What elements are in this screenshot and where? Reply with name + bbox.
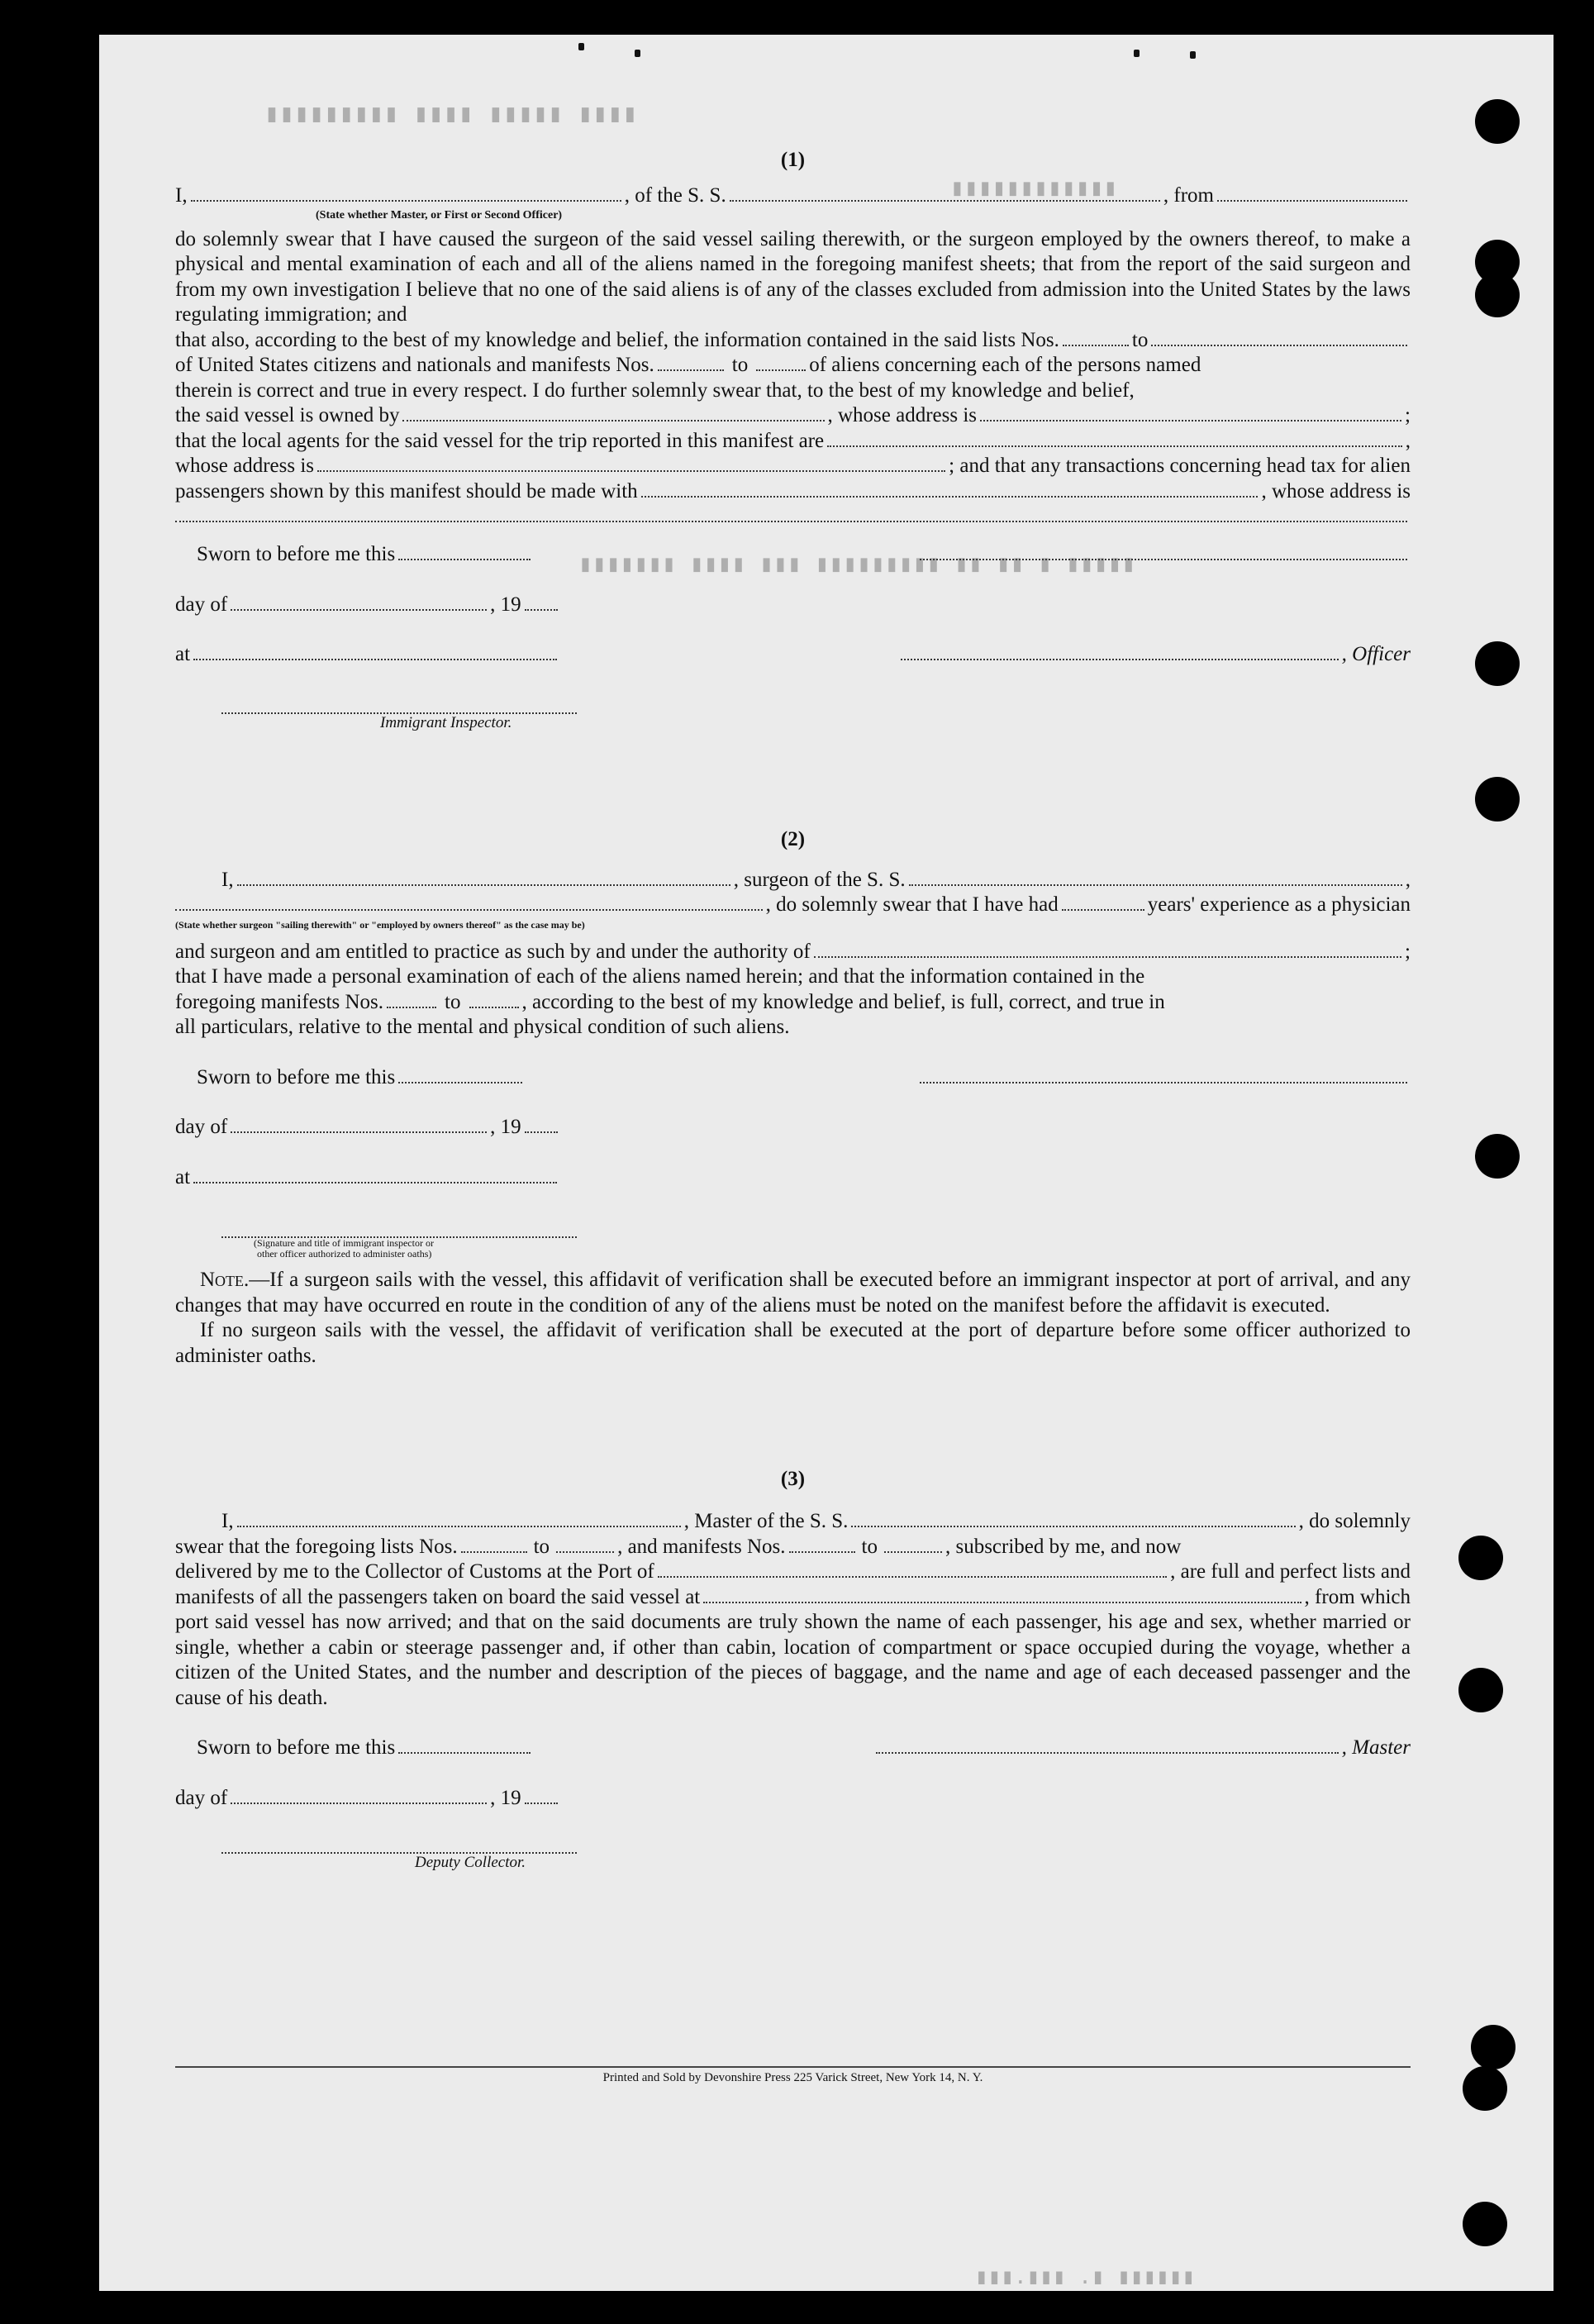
years-field[interactable] [1062, 893, 1144, 911]
sworn-label: Sworn to before me this [197, 543, 396, 565]
lists-to-field[interactable] [1151, 328, 1407, 346]
section-1-heading: (1) [780, 149, 806, 171]
foregoing-line [175, 990, 1411, 1016]
officer-note: (State whether Master, or First or Second Officer) [316, 208, 563, 221]
section-2-first-line [175, 868, 1411, 893]
speck-mark [1134, 50, 1140, 57]
sworn-date-field[interactable] [398, 1065, 522, 1083]
master-vessel-field[interactable] [851, 1509, 1295, 1527]
day-of-line-3 [175, 1786, 1411, 1812]
manifests-label: , and manifests Nos. [617, 1535, 786, 1558]
master-name-field[interactable] [237, 1509, 681, 1527]
head-tax-party-field[interactable] [641, 479, 1259, 498]
lists-line [175, 328, 1411, 354]
delivered-line [175, 1560, 1411, 1585]
address-label: , whose address is [1261, 479, 1411, 502]
bleed-through-marks: ▮▮▮▮▮▮ ▮. ▮▮▮.▮▮▮ [975, 2264, 1196, 2289]
signature-note-line-2: other officer authorized to administer oaths) [257, 1248, 432, 1260]
administering-officer-signature-field[interactable] [221, 1220, 577, 1238]
speck-mark [635, 50, 640, 57]
sworn-label: Sworn to before me this [197, 1736, 396, 1759]
section-1-first-line [175, 183, 1411, 209]
month-field[interactable] [231, 1786, 487, 1804]
punch-hole [1475, 777, 1520, 821]
at-label: at [175, 1165, 191, 1188]
punch-hole [1475, 1134, 1520, 1179]
to-label: to [731, 354, 749, 376]
at-label: at [175, 643, 191, 665]
correct-text: therein is correct and true in every respect. I do further solemnly swear that, to the best of my knowledge and belief, [175, 379, 1135, 402]
bleed-through-marks: ▮▮▮▮ ▮▮▮▮▮ ▮▮▮▮ ▮▮▮▮▮▮▮▮▮ [264, 99, 638, 128]
to-label: to [1131, 328, 1149, 351]
year-field[interactable] [525, 593, 558, 611]
inspector-line [175, 696, 1411, 714]
officer-name-field[interactable] [191, 183, 621, 202]
punch-hole [1463, 2066, 1507, 2111]
sworn-line-2 [175, 1065, 1411, 1091]
agent-address-line [175, 454, 1411, 479]
inspector-caption: Immigrant Inspector. [380, 713, 512, 731]
foregoing-from-field[interactable] [387, 990, 436, 1008]
head-tax-address-field[interactable] [175, 504, 1407, 522]
delivered-text: delivered by me to the Collector of Customs at the Port of [175, 1560, 654, 1583]
vessel-name-field[interactable] [730, 183, 1160, 202]
agent-address-field[interactable] [317, 454, 945, 472]
foregoing-to-field[interactable] [469, 990, 519, 1008]
to-label: to [445, 990, 461, 1013]
sworn-date-field[interactable] [398, 1736, 531, 1754]
from-label: , from [1163, 184, 1214, 207]
deputy-caption: Deputy Collector. [415, 1854, 526, 1871]
subscribed-text: , subscribed by me, and now [945, 1535, 1182, 1558]
surgeon-signature-line[interactable] [920, 1065, 1407, 1083]
owned-by-label: the said vessel is owned by [175, 404, 400, 426]
surgeon-of-label: , surgeon of the S. S. [733, 868, 906, 891]
signature-note-line-1: (Signature and title of immigrant inspector or [254, 1237, 434, 1249]
year-label: , 19 [490, 593, 521, 616]
signature-line-2 [175, 1220, 1411, 1238]
section-3-paragraph: port said vessel has now arrived; and that on the said documents are truly shown the name of each passenger, his age and sex, whether married or single, whether a cabin or steerage passenger and, if other than cabin, location of compartment or space occupied during the voyage, whether a citizen of the United States, and the number and description of the pieces of baggage, and the name and age of each deceased passenger and the cause of his death. [175, 1611, 1411, 1709]
surgeon-note: (State whether surgeon "sailing therewith" or "employed by owners thereof" as the case may be) [175, 918, 585, 931]
punch-hole [1471, 2025, 1515, 2069]
at-line-1 [175, 642, 1411, 668]
i-label: I, [175, 184, 188, 207]
local-agents-label: that the local agents for the said vessel for the trip reported in this manifest are [175, 429, 825, 452]
speck-mark [578, 43, 584, 50]
particulars-text: all particulars, relative to the mental and physical condition of such aliens. [175, 1016, 790, 1038]
owner-address-field[interactable] [980, 403, 1401, 421]
year-field[interactable] [525, 1786, 558, 1804]
punch-hole [1458, 1668, 1503, 1712]
local-agents-field[interactable] [827, 429, 1402, 447]
lists-to-field[interactable] [556, 1535, 614, 1553]
address-continuation-line [175, 504, 1411, 522]
officer-signature-line[interactable] [920, 542, 1407, 560]
day-of-label: day of [175, 1116, 228, 1138]
head-tax-text: ; and that any transactions concerning head tax for alien [949, 455, 1411, 477]
officer-label: , Officer [1341, 643, 1411, 665]
note-paragraph [175, 1268, 1411, 1318]
comma: , [1405, 868, 1411, 891]
inspector-signature-field[interactable] [221, 696, 577, 714]
day-of-label: day of [175, 593, 228, 616]
form-content [175, 149, 1411, 1872]
authority-line [175, 940, 1411, 965]
note-paragraph-2: If no surgeon sails with the vessel, the affidavit of verification shall be executed at the port of departure before some officer authorized to administer oaths. [175, 1319, 1411, 1367]
from-which-text: , from which [1304, 1585, 1411, 1608]
section-3-first-line [175, 1509, 1411, 1535]
day-of-label: day of [175, 1786, 228, 1809]
passengers-label: passengers shown by this manifest should be made with [175, 479, 638, 502]
year-label: , 19 [490, 1786, 521, 1809]
swear-text: , do solemnly swear that I have had [765, 893, 1059, 916]
lists-from-field[interactable] [461, 1535, 527, 1553]
month-field[interactable] [231, 593, 487, 611]
lists-text: that also, according to the best of my knowledge and belief, the information contained in the said lists Nos. [175, 328, 1059, 351]
sworn-line-3 [175, 1736, 1411, 1761]
punch-hole [1463, 2202, 1507, 2246]
to-label: to [861, 1535, 878, 1558]
from-port-field[interactable] [1217, 183, 1407, 202]
signature-note [254, 1238, 1411, 1260]
master-of-label: , Master of the S. S. [683, 1510, 849, 1532]
year-field[interactable] [525, 1115, 558, 1133]
i-label: I, [221, 868, 234, 891]
manifests-to-field[interactable] [756, 353, 806, 371]
deputy-signature-field[interactable] [221, 1836, 577, 1854]
day-of-line-1 [175, 593, 1411, 618]
note-text: —If a surgeon sails with the vessel, this affidavit of verification shall be executed before an immigrant inspector at port of arrival, and any changes that may have occurred en route in the condition of any of the aliens must be noted on the manifest before the affidavit is executed. [175, 1269, 1411, 1317]
examined-line [175, 964, 1411, 990]
footer-rule [175, 2066, 1411, 2068]
section-1-paragraph: do solemnly swear that I have caused the surgeon of the said vessel sailing therewith, or the surgeon employed by the owners thereof, to make a physical and mental examination of each and all of the aliens named in the foregoing manifest sheets; that from the report of the said surgeon and from my own investigation I believe that no one of the said aliens is of any of the classes excluded from admission into the United States by the laws regulating immigration; and [175, 227, 1411, 326]
section-3-heading: (3) [780, 1468, 806, 1490]
sworn-label: Sworn to before me this [197, 1065, 396, 1088]
authority-field[interactable] [814, 940, 1401, 958]
at-line-2 [175, 1165, 1411, 1191]
punch-hole [1458, 1536, 1503, 1580]
section-2-heading: (2) [780, 827, 806, 850]
of-the-ss-label: , of the S. S. [624, 184, 726, 207]
owner-field[interactable] [402, 403, 824, 421]
correct-line [175, 379, 1411, 404]
citizens-text: of United States citizens and nationals and manifests Nos. [175, 354, 654, 376]
port-field[interactable] [658, 1560, 1167, 1578]
month-field[interactable] [231, 1115, 487, 1133]
officer-title-field[interactable] [901, 642, 1339, 660]
swear-lists-line [175, 1535, 1411, 1560]
experience-text: years' experience as a physician [1147, 893, 1411, 916]
particulars-line [175, 1015, 1411, 1041]
place-field[interactable] [193, 642, 557, 660]
master-signature-line[interactable] [876, 1736, 1339, 1754]
owned-by-line: the said vessel is owned by , whose address is ; [175, 403, 1411, 429]
local-agents-line: that the local agents for the said vessel for the trip reported in this manifest are , [175, 429, 1411, 455]
bleed-through-marks: ▮▮▮▮▮▮▮▮▮▮▮▮ [950, 174, 1118, 201]
surgeon-type-field[interactable] [175, 893, 763, 911]
examined-text: that I have made a personal examination of each of the aliens named herein; and that the information contained in the [175, 965, 1145, 988]
do-solemnly-text: , do solemnly [1298, 1510, 1411, 1532]
punch-hole [1475, 273, 1520, 317]
day-of-line-2 [175, 1115, 1411, 1141]
authority-label: and surgeon and am entitled to practice as such by and under the authority of [175, 940, 811, 963]
aliens-text: of aliens concerning each of the persons named [809, 354, 1201, 376]
swear-lists-text: swear that the foregoing lists Nos. [175, 1535, 458, 1558]
surgeon-name-field[interactable] [237, 868, 730, 886]
address-label: , whose address is [827, 404, 978, 426]
foregoing-rest: , according to the best of my knowledge and belief, is full, correct, and true in [521, 990, 1165, 1013]
place-field[interactable] [193, 1165, 557, 1183]
citizens-line [175, 353, 1411, 379]
manifests-from-field[interactable] [789, 1535, 855, 1553]
passengers-line [175, 479, 1411, 505]
semicolon: ; [1405, 940, 1411, 963]
speck-mark [1190, 51, 1196, 59]
printer-credit: Printed and Sold by Devonshire Press 225 Varick Street, New York 14, N. Y. [602, 2071, 983, 2084]
punch-hole [1475, 641, 1520, 686]
surgeon-vessel-field[interactable] [909, 868, 1402, 886]
deputy-line [175, 1836, 1411, 1854]
to-label: to [533, 1535, 550, 1558]
sworn-date-field[interactable] [398, 542, 531, 560]
year-label: , 19 [490, 1116, 521, 1138]
bleed-through-marks: ▮▮▮▮▮ ▮ ▮▮ ▮▮ ▮▮▮▮▮▮▮▮▮ ▮▮▮ ▮▮▮▮ ▮▮▮▮▮▮▮ [578, 550, 1136, 577]
departure-port-field[interactable] [703, 1585, 1301, 1603]
experience-line [175, 893, 1411, 918]
full-perfect-text: , are full and perfect lists and [1170, 1560, 1411, 1583]
manifests-all-text: manifests of all the passengers taken on board the said vessel at [175, 1585, 701, 1608]
sworn-line-1 [175, 542, 1411, 568]
note-label: Note. [200, 1269, 250, 1291]
manifests-to-field[interactable] [884, 1535, 942, 1553]
lists-from-field[interactable] [1063, 328, 1129, 346]
address-label: whose address is [175, 455, 315, 477]
i-label: I, [221, 1510, 234, 1532]
master-label: , Master [1341, 1736, 1411, 1759]
manifests-all-line [175, 1585, 1411, 1611]
foregoing-text: foregoing manifests Nos. [175, 990, 384, 1013]
manifests-from-field[interactable] [658, 353, 724, 371]
punch-hole [1475, 99, 1520, 144]
